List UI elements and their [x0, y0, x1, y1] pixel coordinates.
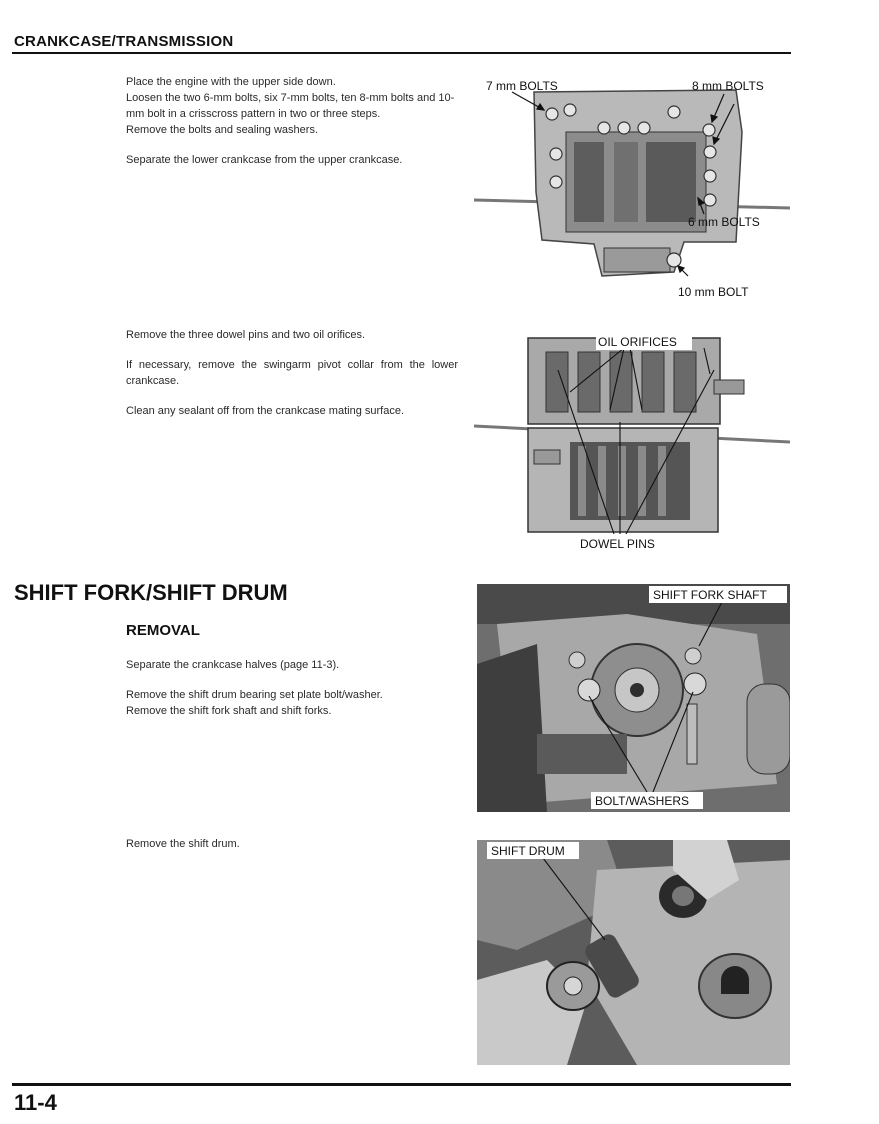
instruction-paragraph: Separate the crankcase halves (page 11-3).: [126, 659, 340, 671]
callout-shift-fork-shaft: SHIFT FORK SHAFT: [653, 588, 767, 602]
instruction-block-3: [126, 657, 466, 733]
callout-dowel-pins: DOWEL PINS: [580, 537, 655, 551]
shift-fork-shaft-photo: [477, 584, 790, 812]
figure-shift-drum: [477, 840, 790, 1065]
instruction-block-1: [126, 74, 458, 182]
instruction-block-2: [126, 327, 458, 433]
callout-6mm-bolts: 6 mm BOLTS: [688, 215, 760, 229]
instruction-paragraph: Clean any sealant off from the crankcase mating surface.: [126, 405, 404, 417]
instruction-block-4: [126, 836, 426, 866]
figure-shift-fork-shaft: [477, 584, 790, 812]
subsection-title: REMOVAL: [126, 622, 200, 639]
instruction-paragraph: Place the engine with the upper side down. Loosen the two 6-mm bolts, six 7-mm bolts, ten 8-mm bolts and 10-mm bolt in a crisscross pattern in two or three steps. Remove the bolts and sealing washers.: [126, 76, 455, 136]
instruction-paragraph: Remove the three dowel pins and two oil orifices.: [126, 329, 366, 341]
header-rule: [12, 52, 791, 54]
footer-rule: [12, 1083, 791, 1086]
section-title: SHIFT FORK/SHIFT DRUM: [14, 580, 288, 605]
instruction-paragraph: Remove the shift drum.: [126, 838, 240, 850]
callout-bolt-washers: BOLT/WASHERS: [595, 794, 690, 808]
instruction-paragraph: Separate the lower crankcase from the upper crankcase.: [126, 154, 403, 166]
instruction-paragraph: Remove the shift drum bearing set plate bolt/washer. Remove the shift fork shaft and shift forks.: [126, 689, 383, 717]
callout-8mm-bolts: 8 mm BOLTS: [692, 79, 764, 93]
callout-shift-drum: SHIFT DRUM: [491, 844, 565, 858]
figure-oil-orifices: [474, 330, 790, 556]
callout-10mm-bolt: 10 mm BOLT: [678, 285, 749, 299]
running-head: CRANKCASE/TRANSMISSION: [14, 33, 234, 50]
shift-drum-photo: [477, 840, 790, 1065]
callout-oil-orifices: OIL ORIFICES: [598, 335, 677, 349]
page-number: 11-4: [14, 1090, 57, 1115]
oil-orifices-illustration: [474, 330, 790, 556]
figure-crankcase-bolts: [474, 72, 790, 304]
instruction-paragraph: If necessary, remove the swingarm pivot collar from the lower crankcase.: [126, 359, 458, 387]
callout-7mm-bolts: 7 mm BOLTS: [486, 79, 558, 93]
crankcase-bolts-illustration: [474, 72, 790, 304]
